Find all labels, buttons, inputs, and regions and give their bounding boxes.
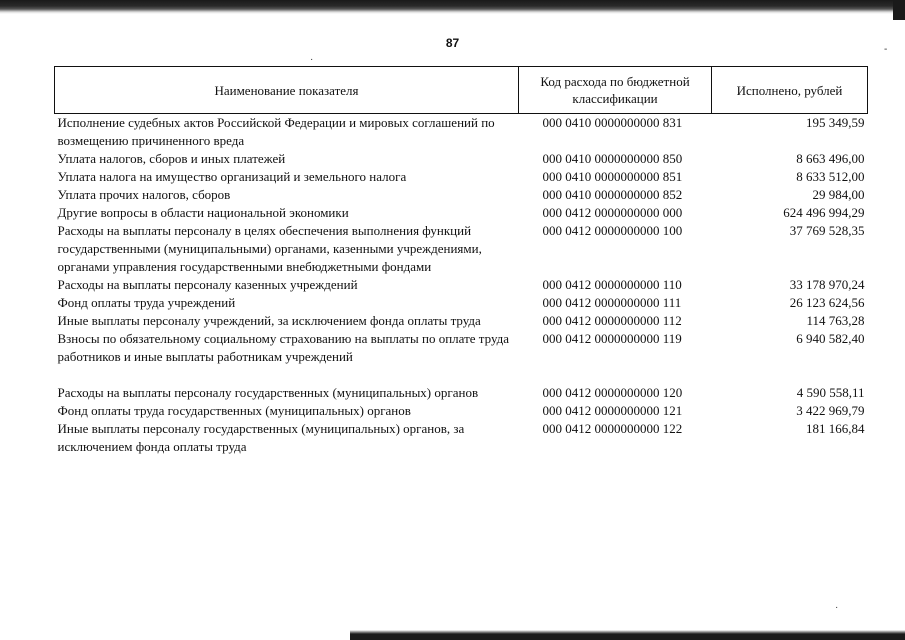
row-name: Уплата налога на имущество организаций и земельного налога — [57, 169, 407, 184]
row-code: 000 0412 0000000000 112 — [542, 313, 682, 328]
table-row — [55, 204, 868, 222]
row-code: 000 0410 0000000000 852 — [542, 187, 683, 202]
row-name: Фонд оплаты труда государственных (муниципальных) органов — [57, 403, 411, 418]
expenditure-table — [54, 66, 868, 456]
row-code: 000 0412 0000000000 111 — [542, 295, 682, 310]
header-name: Наименование показателя — [55, 67, 519, 114]
table-row — [55, 114, 868, 151]
table-row — [55, 168, 868, 186]
row-name: Иные выплаты персоналу учреждений, за исключением фонда оплаты труда — [57, 313, 481, 328]
table-row — [55, 366, 868, 402]
table-row — [55, 420, 868, 456]
scan-speck: · — [310, 54, 314, 65]
table-row — [55, 294, 868, 312]
row-name: Расходы на выплаты персоналу в целях обеспечения выполнения функций государственными (муниципальными) органами, казенными учреждениями, органами управления государственными внебюджетными фондами — [57, 223, 482, 274]
row-code: 000 0412 0000000000 122 — [542, 421, 683, 436]
row-sum: 114 763,28 — [806, 313, 865, 328]
row-name: Фонд оплаты труда учреждений — [57, 295, 236, 310]
row-name: Уплата налогов, сборов и иных платежей — [57, 151, 286, 166]
row-code: 000 0412 0000000000 121 — [542, 403, 683, 418]
row-sum: 26 123 624,56 — [789, 295, 865, 310]
row-code: 000 0412 0000000000 110 — [542, 277, 682, 292]
table-row — [55, 150, 868, 168]
row-name: Иные выплаты персоналу государственных (муниципальных) органов, за исключением фонда оплаты труда — [57, 421, 465, 454]
scan-speck: - — [884, 44, 888, 55]
table-row — [55, 276, 868, 294]
table-row — [55, 402, 868, 420]
page-number: 87 — [445, 36, 460, 50]
table-row — [55, 222, 868, 276]
row-sum: 29 984,00 — [812, 187, 865, 202]
row-code: 000 0412 0000000000 100 — [542, 223, 683, 238]
scan-corner-edge — [893, 0, 905, 20]
row-name: Другие вопросы в области национальной экономики — [57, 205, 349, 220]
row-name: Взносы по обязательному социальному страхованию на выплаты по оплате труда работников и иные выплаты работникам учреждений — [57, 331, 510, 364]
header-code: Код расхода по бюджетной классификации — [519, 67, 712, 114]
table-row — [55, 312, 868, 330]
row-sum: 195 349,59 — [806, 115, 865, 130]
row-code: 000 0412 0000000000 119 — [542, 331, 682, 346]
scan-speck: · — [835, 602, 839, 613]
row-sum: 3 422 969,79 — [796, 403, 865, 418]
table-header-row — [55, 67, 868, 114]
row-sum: 181 166,84 — [806, 421, 865, 436]
row-name: Расходы на выплаты персоналу государственных (муниципальных) органов — [57, 385, 479, 400]
row-code: 000 0412 0000000000 000 — [542, 205, 683, 220]
row-name: Уплата прочих налогов, сборов — [57, 187, 231, 202]
table-row — [55, 330, 868, 366]
table-row — [55, 186, 868, 204]
scan-bottom-edge — [350, 630, 905, 640]
row-code: 000 0410 0000000000 850 — [542, 151, 683, 166]
row-sum: 4 590 558,11 — [796, 385, 865, 400]
row-code: 000 0412 0000000000 120 — [542, 385, 683, 400]
row-sum: 8 663 496,00 — [796, 151, 865, 166]
row-code: 000 0410 0000000000 831 — [542, 115, 683, 130]
row-sum: 6 940 582,40 — [796, 331, 865, 346]
row-name: Исполнение судебных актов Российской Федерации и мировых соглашений по возмещению причиненного вреда — [57, 115, 495, 148]
row-sum: 33 178 970,24 — [789, 277, 865, 292]
row-code: 000 0410 0000000000 851 — [542, 169, 683, 184]
scan-top-edge — [0, 0, 905, 14]
row-sum: 37 769 528,35 — [789, 223, 865, 238]
header-sum: Исполнено, рублей — [712, 67, 868, 114]
row-sum: 624 496 994,29 — [783, 205, 865, 220]
row-name: Расходы на выплаты персоналу казенных учреждений — [57, 277, 358, 292]
row-sum: 8 633 512,00 — [796, 169, 865, 184]
